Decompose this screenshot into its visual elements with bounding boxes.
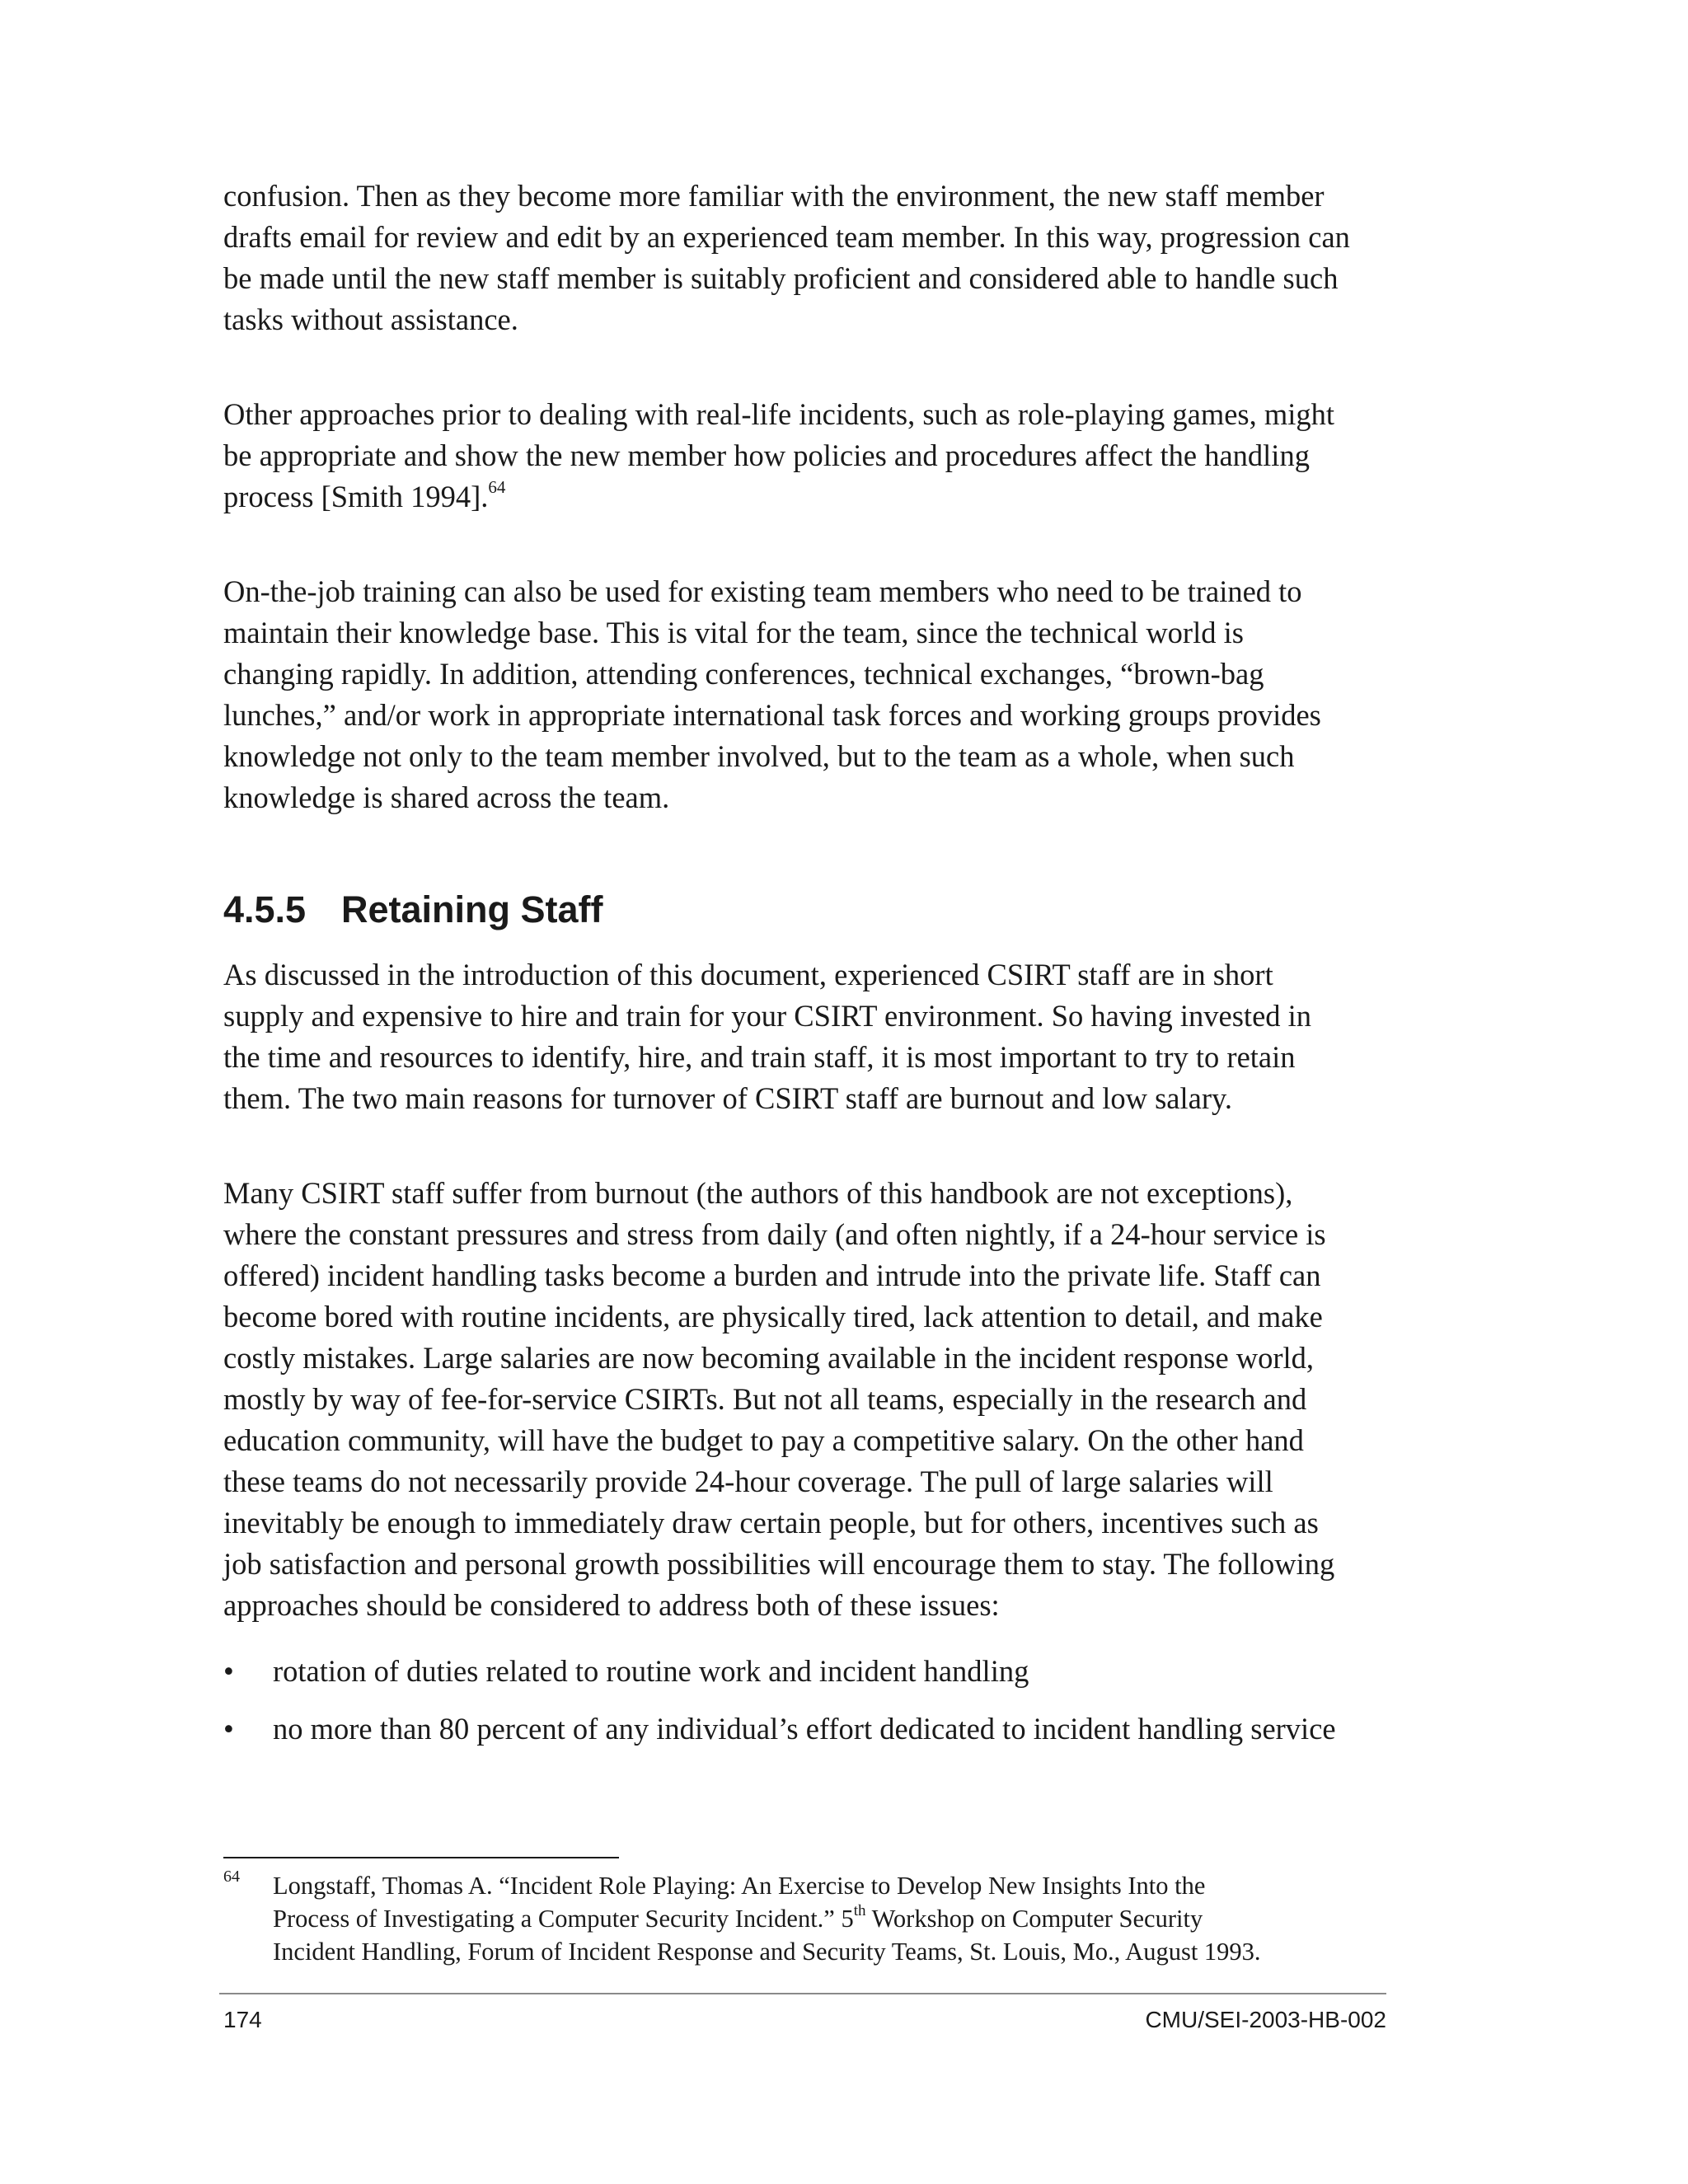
text-line: become bored with routine incidents, are physically tired, lack attention to detail, and make <box>223 1300 1323 1333</box>
text-line: On-the-job training can also be used for existing team members who need to be trained to <box>223 574 1302 608</box>
body-paragraph-1 <box>223 176 1386 340</box>
list-item-text: no more than 80 percent of any individual’s effort dedicated to incident handling service <box>273 1712 1336 1746</box>
list-item <box>223 1708 1394 1750</box>
footnote-line: Longstaff, Thomas A. “Incident Role Playing: An Exercise to Develop New Insights Into the <box>273 1872 1206 1900</box>
text-line: be made until the new staff member is suitably proficient and considered able to handle such <box>223 261 1339 295</box>
footnote-divider <box>223 1857 619 1858</box>
list-item-text: rotation of duties related to routine work and incident handling <box>273 1654 1029 1688</box>
text-line: education community, will have the budget to pay a competitive salary. On the other hand <box>223 1423 1304 1457</box>
text-line: approaches should be considered to address both of these issues: <box>223 1588 1000 1622</box>
footnote-marker: 64 <box>223 1868 240 1886</box>
text-line: Other approaches prior to dealing with real-life incidents, such as role-playing games, might <box>223 397 1335 431</box>
bullet-list <box>223 1651 1394 1766</box>
body-paragraph-2 <box>223 394 1386 518</box>
text-line: lunches,” and/or work in appropriate international task forces and working groups provides <box>223 698 1321 732</box>
body-paragraph-5 <box>223 1173 1386 1626</box>
text-line: these teams do not necessarily provide 24-hour coverage. The pull of large salaries will <box>223 1465 1273 1498</box>
text-line: knowledge is shared across the team. <box>223 780 670 814</box>
text-line: drafts email for review and edit by an experienced team member. In this way, progression can <box>223 220 1350 254</box>
text-line: job satisfaction and personal growth possibilities will encourage them to stay. The following <box>223 1547 1335 1581</box>
page-number: 174 <box>223 2007 262 2032</box>
text-line: As discussed in the introduction of this document, experienced CSIRT staff are in short <box>223 958 1273 991</box>
list-item <box>223 1651 1394 1692</box>
text-line: changing rapidly. In addition, attending conferences, technical exchanges, “brown-bag <box>223 657 1264 691</box>
text-line: offered) incident handling tasks become a burden and intrude into the private life. Staff can <box>223 1258 1321 1292</box>
bullet-icon: • <box>223 1654 234 1688</box>
document-id: CMU/SEI-2003-HB-002 <box>1145 2007 1386 2032</box>
text-line: inevitably be enough to immediately draw certain people, but for others, incentives such as <box>223 1506 1319 1540</box>
text-line <box>223 476 1386 518</box>
footnote-line-part: Workshop on Computer Security <box>865 1905 1203 1933</box>
text-line: maintain their knowledge base. This is vital for the team, since the technical world is <box>223 616 1244 649</box>
text-line: supply and expensive to hire and train for your CSIRT environment. So having invested in <box>223 999 1312 1033</box>
body-paragraph-4 <box>223 954 1386 1119</box>
text-line: costly mistakes. Large salaries are now becoming available in the incident response world, <box>223 1341 1315 1375</box>
text-line: the time and resources to identify, hire, and train staff, it is most important to try to retain <box>223 1040 1296 1074</box>
footnote-text <box>273 1869 1394 1968</box>
text-line: tasks without assistance. <box>223 302 518 336</box>
text-line: be appropriate and show the new member how policies and procedures affect the handling <box>223 438 1310 472</box>
footer-divider <box>219 1993 1386 1994</box>
citation-text: process [Smith 1994]. <box>223 480 489 513</box>
footnote-line: Incident Handling, Forum of Incident Response and Security Teams, St. Louis, Mo., August 1993. <box>273 1938 1261 1966</box>
text-line: knowledge not only to the team member involved, but to the team as a whole, when such <box>223 739 1295 773</box>
bullet-icon: • <box>223 1712 234 1746</box>
text-line: mostly by way of fee-for-service CSIRTs. But not all teams, especially in the research and <box>223 1382 1307 1416</box>
footnote-line-part: Process of Investigating a Computer Security Incident.” 5 <box>273 1905 854 1933</box>
footnote-line <box>273 1902 1394 1935</box>
text-line: confusion. Then as they become more familiar with the environment, the new staff member <box>223 179 1325 213</box>
section-title: Retaining Staff <box>341 888 603 930</box>
ordinal-suffix: th <box>853 1901 866 1919</box>
text-line: them. The two main reasons for turnover of CSIRT staff are burnout and low salary. <box>223 1081 1232 1115</box>
section-heading <box>223 885 603 935</box>
body-paragraph-3 <box>223 571 1386 818</box>
footnote-reference[interactable]: 64 <box>488 476 506 497</box>
text-line: Many CSIRT staff suffer from burnout (the authors of this handbook are not exceptions), <box>223 1176 1293 1210</box>
section-number: 4.5.5 <box>223 888 307 930</box>
text-line: where the constant pressures and stress from daily (and often nightly, if a 24-hour service is <box>223 1217 1326 1251</box>
